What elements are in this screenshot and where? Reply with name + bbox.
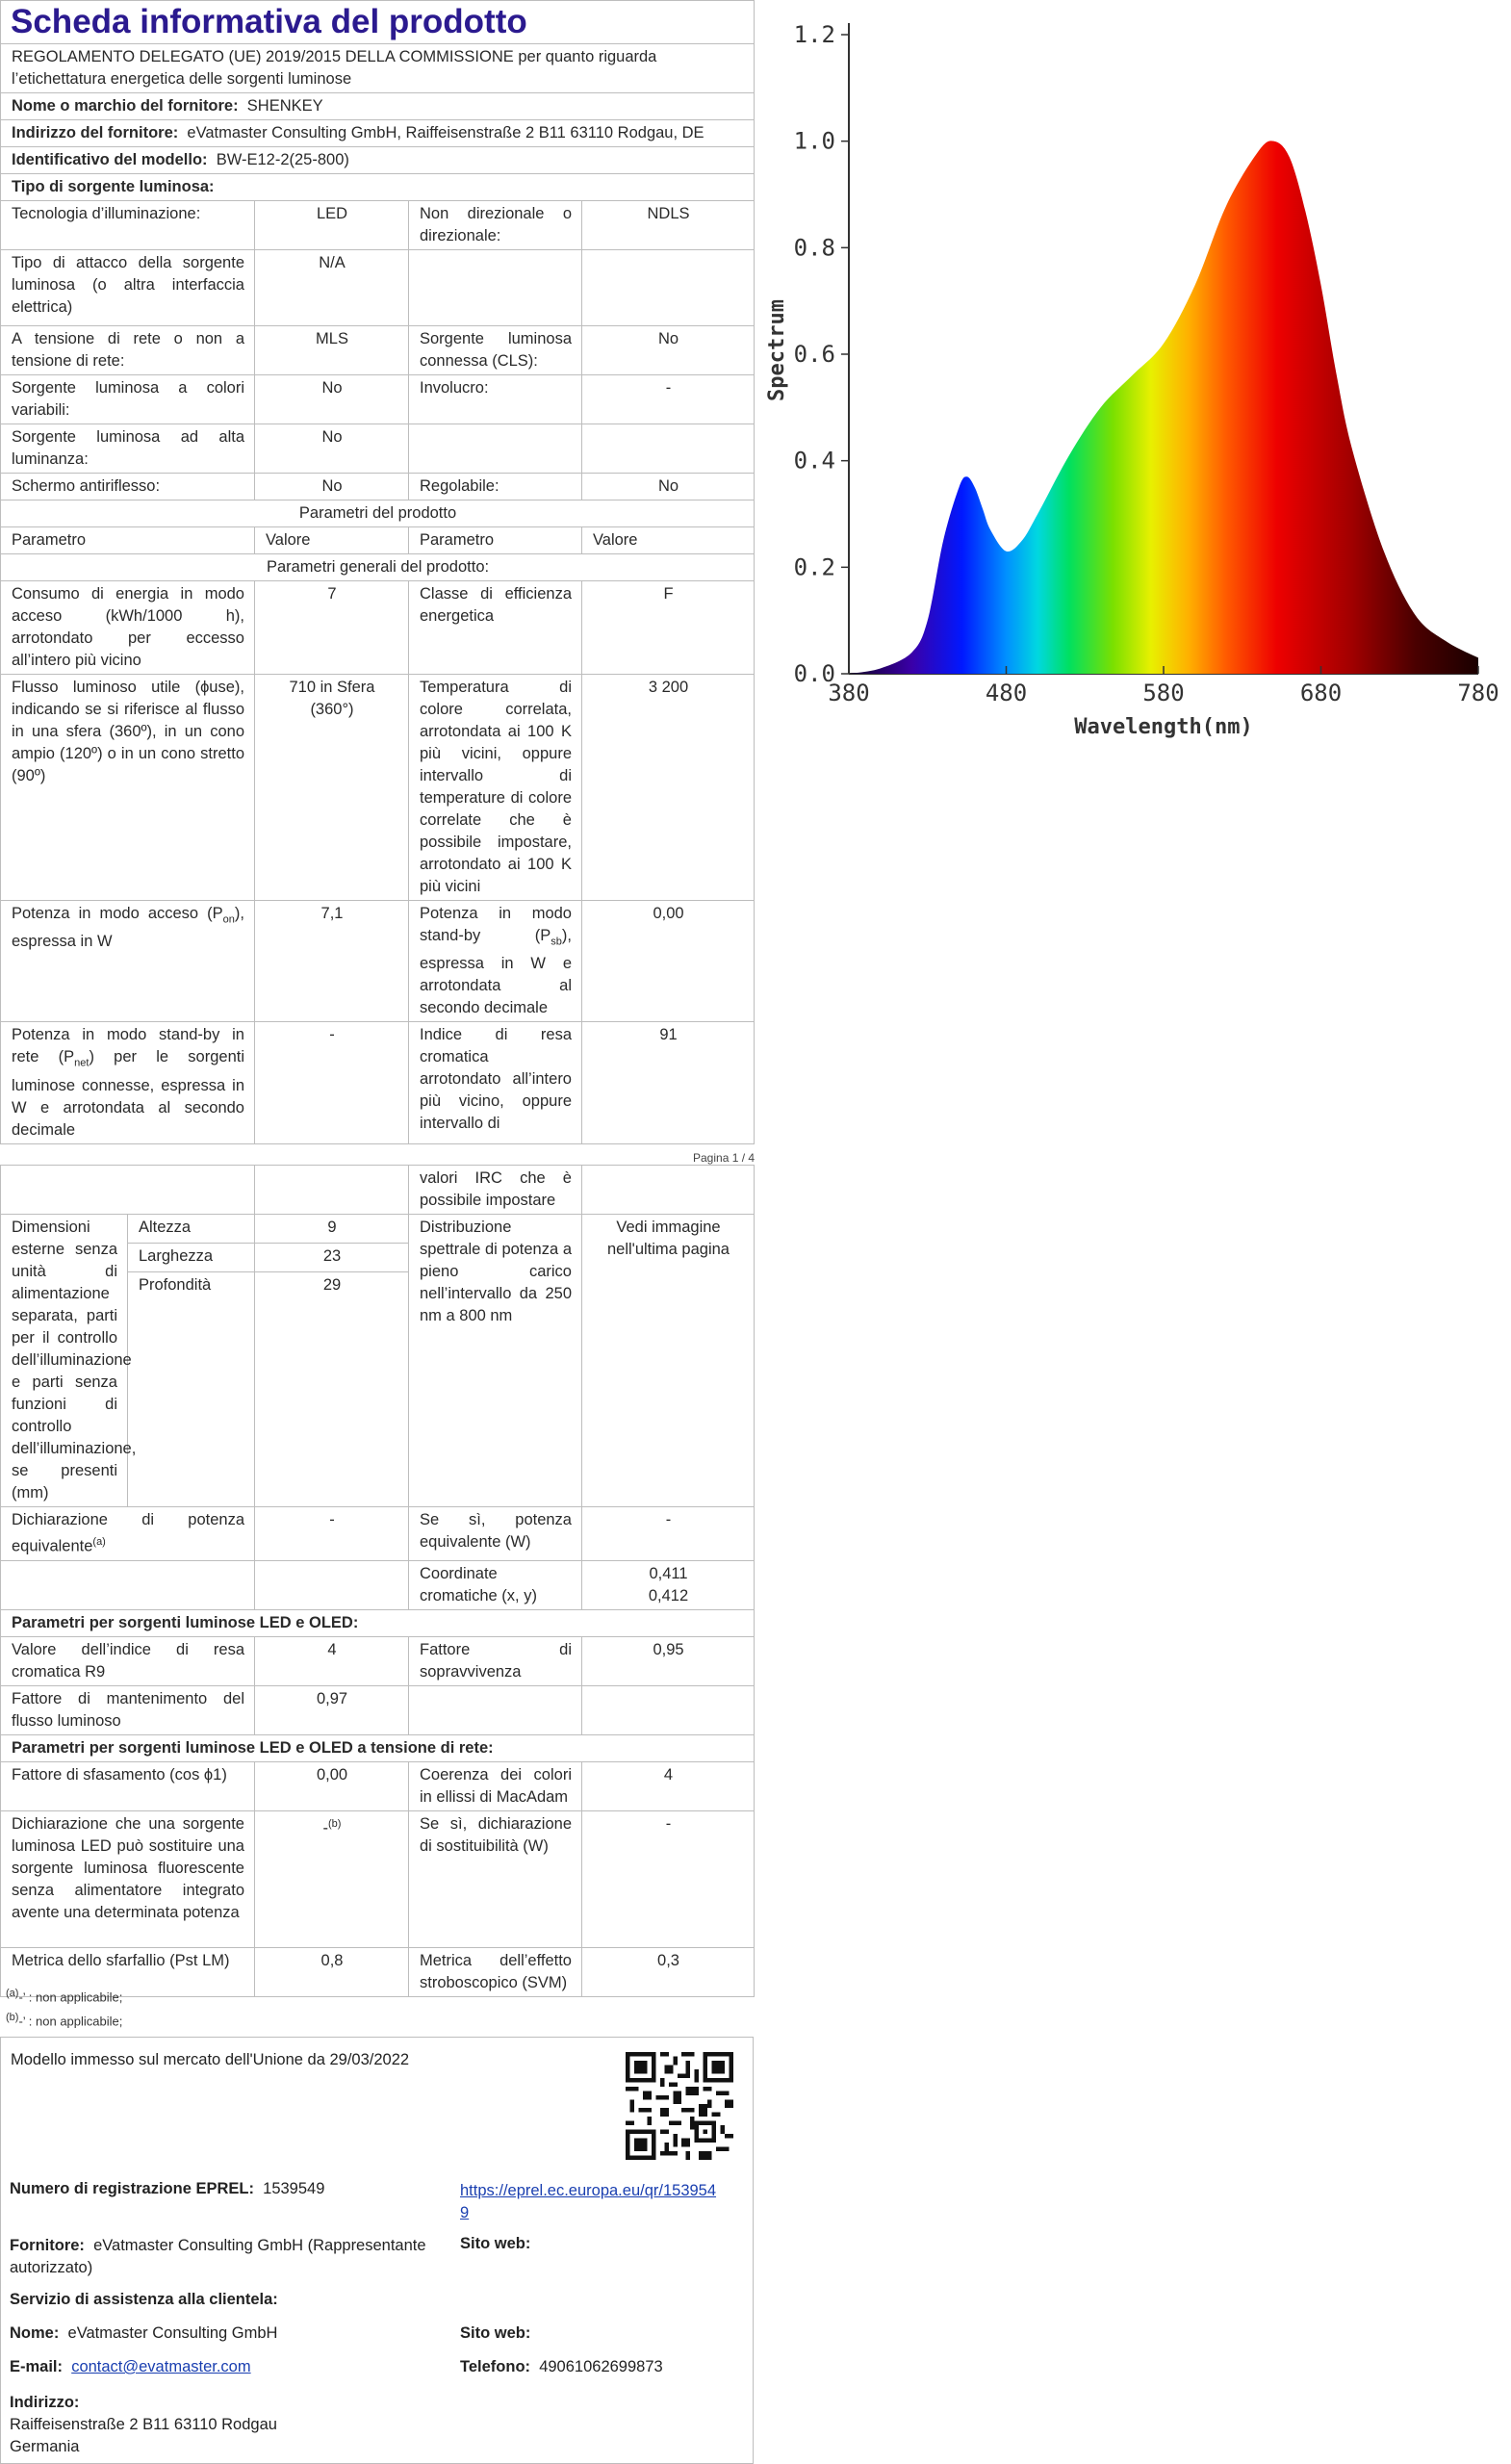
param-label: Fattore di mantenimento del flusso luminoso (1, 1685, 255, 1734)
page-2 (0, 1165, 754, 1997)
spd-label: Distribuzione spettrale di potenza a pieno carico nell’intervallo da 250 nm a 800 nm (409, 1215, 582, 1507)
param-value: 7 (255, 581, 409, 675)
spd-value: Vedi immagine nell'ultima pagina (582, 1215, 755, 1507)
param-value: F (582, 581, 755, 675)
service-phone-value: 49061062699873 (539, 2358, 663, 2375)
param-value: LED (255, 201, 409, 250)
address-label: Indirizzo: (10, 2394, 80, 2411)
psb-label (409, 901, 582, 1022)
cri-label-continued: valori IRC che è possibile impostare (409, 1166, 582, 1215)
param-value: - (582, 375, 755, 424)
service-phone-label: Telefono: (460, 2358, 531, 2375)
page-number: Pagina 1 / 4 (693, 1151, 756, 1165)
param-value: No (255, 375, 409, 424)
pon-label-post: ), espressa in W (12, 905, 244, 951)
param-value-text: - (322, 1819, 329, 1836)
eprel-label: Numero di registrazione EPREL: (10, 2180, 254, 2197)
chroma-y: 0,412 (648, 1586, 689, 1604)
chroma-values (582, 1560, 755, 1609)
param-value: N/A (255, 250, 409, 326)
param-label: Regolabile: (409, 474, 582, 500)
param-value-note: (b) (328, 1817, 342, 1830)
supplier-address-value: eVatmaster Consulting GmbH, Raiffeisenstraße 2 B11 63110 Rodgau, DE (187, 124, 704, 141)
footnote-mark: (b) (6, 2012, 19, 2023)
param-label: Classe di efficienza energetica (409, 581, 582, 675)
chroma-left (1, 1560, 255, 1609)
x-tick-label: 680 (1299, 680, 1343, 706)
y-axis-label: Spectrum (765, 299, 789, 401)
param-label: Valore dell’indice di resa cromatica R9 (1, 1636, 255, 1685)
psb-label-post: ), espressa in W e arrotondata al secondo decimale (420, 927, 572, 1017)
param-label: Involucro: (409, 375, 582, 424)
model-id-row (1, 147, 755, 174)
cri-continued-value (255, 1166, 409, 1215)
column-header: Valore (255, 527, 409, 554)
param-label: Non direzionale o direzionale: (409, 201, 582, 250)
param-label: Fattore di sopravvivenza (409, 1636, 582, 1685)
service-email-row (10, 2358, 251, 2376)
led-heading: Parametri per sorgenti luminose LED e OLED: (1, 1609, 755, 1636)
param-value: 4 (255, 1636, 409, 1685)
mains-heading: Parametri per sorgenti luminose LED e OLED a tensione di rete: (1, 1734, 755, 1761)
param-value: 710 in Sfera (360°) (255, 675, 409, 901)
supplier-address-row (1, 120, 755, 147)
param-label: Metrica dello sfarfallio (Pst LM) (1, 1947, 255, 1996)
equiv-label (1, 1507, 255, 1561)
equiv-power-value: - (582, 1507, 755, 1561)
param-value: No (582, 474, 755, 500)
service-name-value: eVatmaster Consulting GmbH (67, 2324, 278, 2342)
eprel-row (10, 2180, 324, 2198)
model-id-label: Identificativo del modello: (12, 151, 208, 168)
dimension-value: 23 (255, 1244, 409, 1272)
param-label: Coerenza dei colori in ellissi di MacAdam (409, 1761, 582, 1810)
product-info-table-1 (0, 0, 755, 1144)
param-value: 0,00 (255, 1761, 409, 1810)
address-line-2: Germania (10, 2438, 80, 2455)
dimensions-label: Dimensioni esterne senza unità di alimentazione separata, parti per il controllo dell’illuminazione e parti senza funzioni di controllo dell’illuminazione, se presenti (mm) (1, 1215, 128, 1507)
pon-label-pre: Potenza in modo acceso (P (12, 905, 223, 922)
x-tick-label: 380 (828, 680, 870, 706)
y-tick-label: 0.2 (793, 553, 835, 581)
spectrum-chart (756, 0, 1511, 748)
column-header: Parametro (409, 527, 582, 554)
product-info-table-2 (0, 1165, 755, 1997)
column-header: Parametro (1, 527, 255, 554)
param-label: Sorgente luminosa a colori variabili: (1, 375, 255, 424)
param-label: Consumo di energia in modo acceso (kWh/1000 h), arrotondato per eccesso all’intero più vicino (1, 581, 255, 675)
param-label: Dichiarazione che una sorgente luminosa LED può sostituire una sorgente luminosa fluorescente senza alimentatore integrato avente una determinata potenza (1, 1810, 255, 1947)
param-value: 0,8 (255, 1947, 409, 1996)
param-value: NDLS (582, 201, 755, 250)
param-value: MLS (255, 326, 409, 375)
dimension-value: 29 (255, 1272, 409, 1507)
cri-value: 91 (582, 1022, 755, 1143)
pon-value: 7,1 (255, 901, 409, 1022)
param-value (582, 424, 755, 474)
equiv-value: - (255, 1507, 409, 1561)
pnet-label-pre: Potenza in modo stand-by in rete (P (12, 1026, 244, 1066)
supplier-row (10, 2235, 452, 2279)
footnote-a (6, 1988, 122, 2004)
x-tick-label: 480 (985, 680, 1028, 706)
chroma-label: Coordinate cromatiche (x, y) (409, 1560, 582, 1609)
footnote-text: -’ : non applicabile; (18, 1989, 123, 2005)
cri-continued-right (582, 1166, 755, 1215)
param-label: Sorgente luminosa connessa (CLS): (409, 326, 582, 375)
equiv-note: (a) (92, 1536, 106, 1548)
service-name-row (10, 2324, 277, 2343)
pnet-label-sub: net (74, 1057, 90, 1069)
y-tick-label: 0.6 (793, 341, 835, 368)
param-label (409, 424, 582, 474)
general-params-heading: Parametri generali del prodotto: (1, 554, 755, 581)
y-tick-label: 1.2 (793, 21, 835, 48)
service-web-label: Sito web: (460, 2324, 531, 2342)
y-tick-label: 0.8 (793, 234, 835, 262)
param-label: Tecnologia d’illuminazione: (1, 201, 255, 250)
param-value: No (582, 326, 755, 375)
param-value: 0,97 (255, 1685, 409, 1734)
param-label: A tensione di rete o non a tensione di rete: (1, 326, 255, 375)
equiv-label-text: Dichiarazione di potenza equivalente (12, 1511, 244, 1555)
dimension-name: Altezza (128, 1215, 255, 1244)
source-type-heading: Tipo di sorgente luminosa: (1, 174, 755, 201)
cri-continued-left (1, 1166, 255, 1215)
service-phone-row (460, 2358, 663, 2376)
service-email-label: E-mail: (10, 2358, 64, 2375)
psb-value: 0,00 (582, 901, 755, 1022)
psb-label-sub: sb (551, 936, 562, 948)
x-tick-label: 780 (1457, 680, 1499, 706)
param-value: No (255, 424, 409, 474)
y-tick-label: 0.4 (793, 447, 835, 475)
pnet-label (1, 1022, 255, 1143)
dimension-name: Profondità (128, 1272, 255, 1507)
footnote-text: -’ : non applicabile; (18, 2014, 123, 2029)
pon-label (1, 901, 255, 1022)
x-axis-label: Wavelength(nm) (1074, 715, 1253, 739)
x-tick-label: 580 (1142, 680, 1185, 706)
dimension-name: Larghezza (128, 1244, 255, 1272)
supplier-name-label: Nome o marchio del fornitore: (12, 97, 239, 115)
service-name-label: Nome: (10, 2324, 60, 2342)
param-value: No (255, 474, 409, 500)
chroma-mid (255, 1560, 409, 1609)
param-label: Metrica dell’effetto stroboscopico (SVM) (409, 1947, 582, 1996)
param-value: 4 (582, 1761, 755, 1810)
eprel-value: 1539549 (263, 2180, 325, 2197)
service-email-link[interactable]: contact@evatmaster.com (71, 2358, 251, 2375)
param-value (582, 1685, 755, 1734)
param-label (409, 1685, 582, 1734)
page-title: Scheda informativa del prodotto (1, 1, 755, 44)
param-label (409, 250, 582, 326)
product-params-heading: Parametri del prodotto (1, 500, 755, 527)
address-block (10, 2392, 277, 2458)
supplier-name-row (1, 93, 755, 120)
param-label: Tipo di attacco della sorgente luminosa (o altra interfaccia elettrica) (1, 250, 255, 326)
cri-label: Indice di resa cromatica arrotondato all’intero più vicino, oppure intervallo di (409, 1022, 582, 1143)
qr-code (626, 2052, 733, 2160)
footnote-mark: (a) (6, 1988, 19, 1999)
page-1 (0, 0, 754, 1144)
param-value (582, 250, 755, 326)
column-header: Valore (582, 527, 755, 554)
supplier-address-label: Indirizzo del fornitore: (12, 124, 179, 141)
psb-label-pre: Potenza in modo stand-by (P (420, 905, 572, 944)
supplier-web-label: Sito web: (460, 2235, 531, 2252)
param-label: Sorgente luminosa ad alta luminanza: (1, 424, 255, 474)
param-label: Se sì, dichiarazione di sostituibilità (W) (409, 1810, 582, 1947)
chroma-x: 0,411 (649, 1564, 688, 1582)
model-id-value: BW-E12-2(25-800) (216, 151, 349, 168)
param-label: Schermo antiriflesso: (1, 474, 255, 500)
param-value: 3 200 (582, 675, 755, 901)
eprel-link[interactable]: https://eprel.ec.europa.eu/qr/1539549 (460, 2182, 717, 2221)
supplier-value: eVatmaster Consulting GmbH (Rappresentante autorizzato) (10, 2237, 426, 2276)
equiv-power-label: Se sì, potenza equivalente (W) (409, 1507, 582, 1561)
pnet-value: - (255, 1022, 409, 1143)
market-date: Modello immesso sul mercato dell'Unione da 29/03/2022 (11, 2051, 410, 2068)
supplier-label: Fornitore: (10, 2237, 85, 2254)
param-label: Temperatura di colore correlata, arrotondata ai 100 K più vicini, oppure intervallo di temperature di colore correlate che è possibile impostare, arrotondato ai 100 K più vicini (409, 675, 582, 901)
dimension-value: 9 (255, 1215, 409, 1244)
pnet-label-post: ) per le sorgenti luminose connesse, espressa in W e arrotondata al secondo decimale (12, 1048, 244, 1139)
service-heading: Servizio di assistenza alla clientela: (10, 2291, 278, 2308)
param-value (255, 1810, 409, 1947)
footnote-b (6, 2012, 122, 2028)
pon-label-sub: on (222, 913, 235, 926)
param-label: Fattore di sfasamento (cos ϕ1) (1, 1761, 255, 1810)
param-value: 0,95 (582, 1636, 755, 1685)
param-value: - (582, 1810, 755, 1947)
param-value: 0,3 (582, 1947, 755, 1996)
y-tick-label: 1.0 (793, 127, 835, 155)
y-tick-label: 0.0 (793, 660, 835, 687)
param-label: Flusso luminoso utile (ϕuse), indicando se si riferisce al flusso in una sfera (360º), in un cono ampio (120º) o in un cono stretto (90º) (1, 675, 255, 901)
supplier-name-value: SHENKEY (246, 97, 323, 115)
regulation-text: REGOLAMENTO DELEGATO (UE) 2019/2015 DELLA COMMISSIONE per quanto riguarda l’etichettatura energetica delle sorgenti luminose (1, 44, 755, 93)
address-line-1: Raiffeisenstraße 2 B11 63110 Rodgau (10, 2416, 277, 2433)
